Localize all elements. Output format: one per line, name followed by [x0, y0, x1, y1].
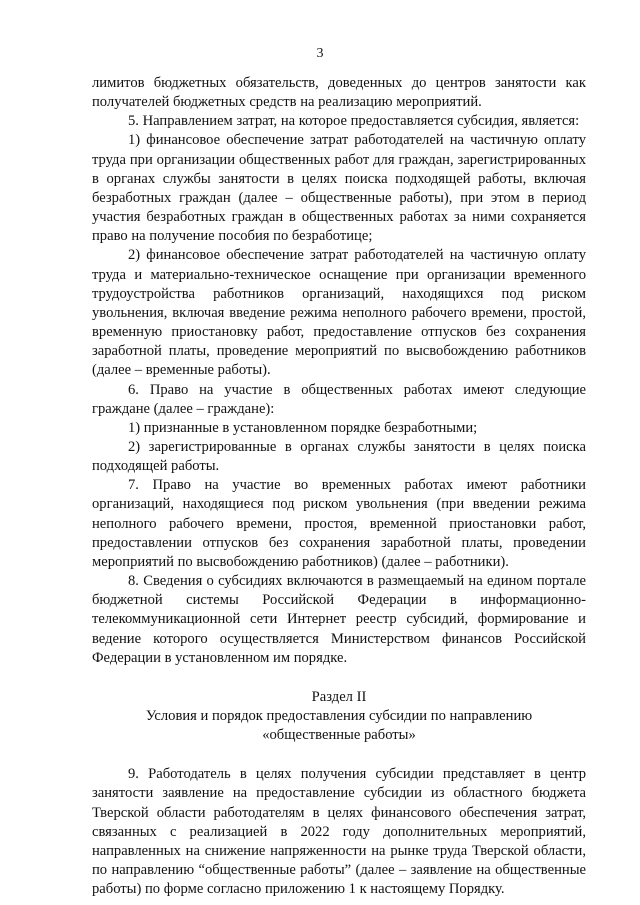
section-label: Раздел II [311, 688, 367, 705]
paragraph-5-item-2: 2) финансовое обеспечение затрат работодателей на частичную оплату труда и материально-техническое оснащение при организации временного трудоустройства работников организаций, находящихся под риском увольнения, включая введение режима неполного рабочего времени, простой, временную приостановку работ, предоставление отпусков без сохранения заработной платы, проведение мероприятий по высвобождению работников (далее – временные работы). [92, 247, 586, 379]
section-title-line-1: Условия и порядок предоставления субсидии по направлению [145, 708, 533, 724]
paragraph-5-item-1: 1) финансовое обеспечение затрат работодателей на частичную оплату труда при организации общественных работ для граждан, зарегистрированных в органах службы занятости в целях поиска подходящей работы, включая безработных граждан (далее – общественные работы), при этом в период участия безработных граждан в общественных работах за ними сохраняется право на получение пособия по безработице; [92, 132, 586, 245]
paragraph-6-item-1: 1) признанные в установленном порядке безработными; [128, 419, 478, 436]
paragraph-9: 9. Работодатель в целях получения субсидии представляет в центр занятости заявление на предоставление субсидии из областного бюджета Тверской области работодателям в целях финансового обеспечения затрат, связанных с реализацией в 2022 году дополнительных мероприятий, направленных на снижение напряженности на рынке труда Тверской области, по направлению “общественные работы” (далее – заявление на общественные работы) по форме согласно приложению 1 к настоящему Порядку. [92, 766, 586, 898]
paragraph-6: 6. Право на участие в общественных работах имеют следующие граждане (далее – граждане): [92, 381, 586, 417]
section-title-line-2: «общественные работы» [262, 727, 416, 744]
page-number: 3 [316, 46, 324, 61]
paragraph-8: 8. Сведения о субсидиях включаются в размещаемый на едином портале бюджетной системы Российской Федерации в информационно-телекоммуникационной сети Интернет реестр субсидий, формирование и ведение которого осуществляется Министерством финансов Российской Федерации в установленном им порядке. [92, 573, 586, 666]
paragraph-6-item-2: 2) зарегистрированные в органах службы занятости в целях поиска подходящей работы. [92, 438, 586, 475]
paragraph-7: 7. Право на участие во временных работах имеют работники организаций, находящиеся под риском увольнения (при введении режима неполного рабочего времени, простоя, временной приостановки работ, предоставлении отпусков без сохранения заработной платы, проведении мероприятий по высвобождению работников) (далее – работники). [92, 477, 586, 570]
paragraph-continuation: лимитов бюджетных обязательств, доведенных до центров занятости как получателей бюджетных средств на реализацию мероприятий. [92, 75, 586, 111]
paragraph-5: 5. Направлением затрат, на которое предоставляется субсидия, является: [128, 113, 580, 130]
document-body [92, 74, 586, 899]
